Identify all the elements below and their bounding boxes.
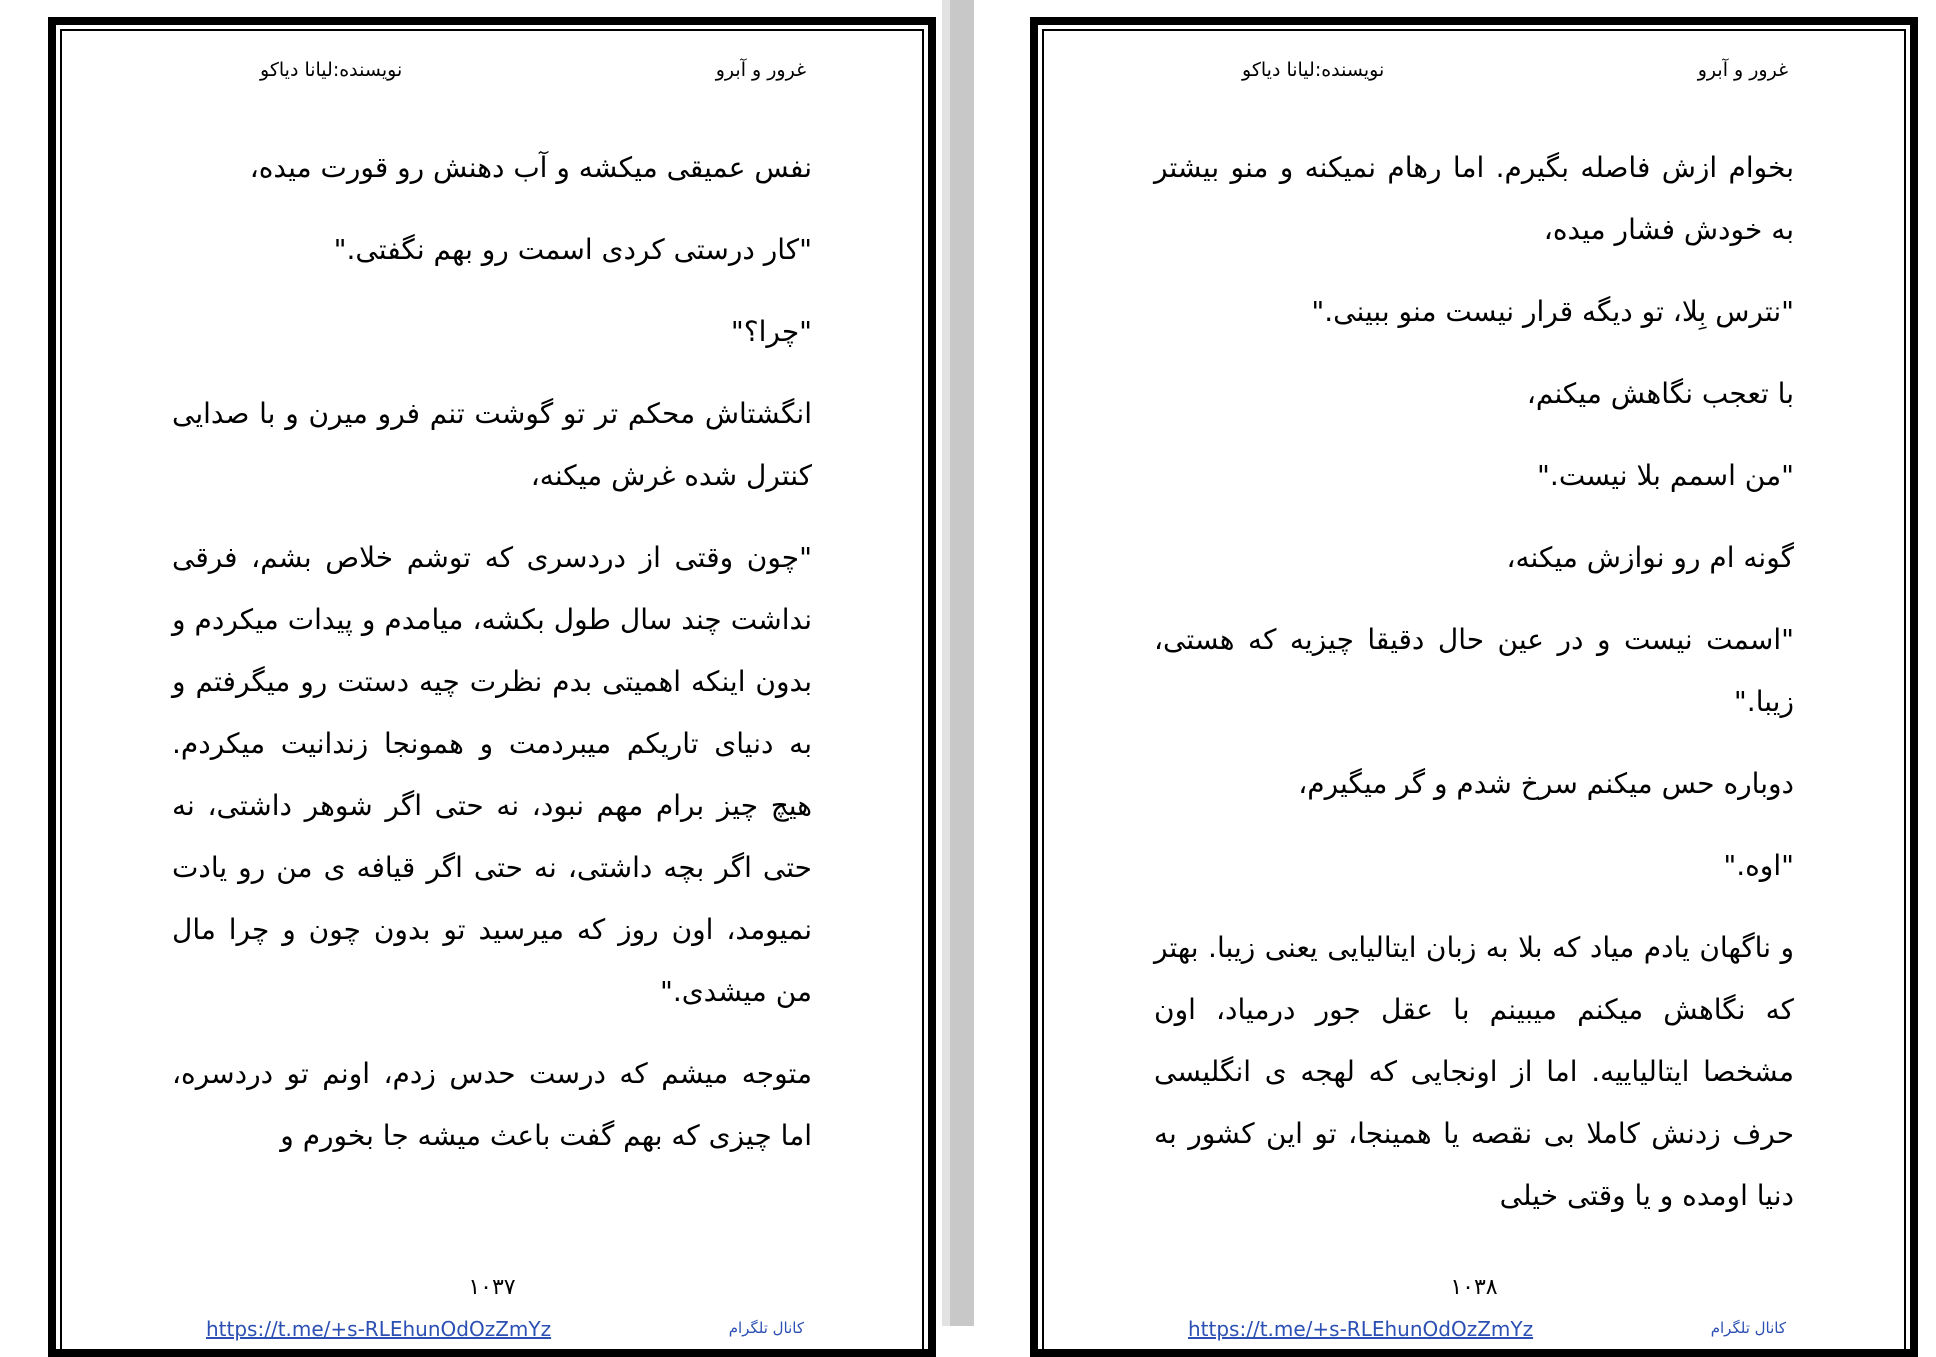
telegram-channel-label: کانال تلگرام: [1710, 1319, 1786, 1337]
paragraph: "اسمت نیست و در عین حال دقیقا چیزیه که هستی، زیبا.": [1154, 623, 1794, 718]
page-gap-shadow: [942, 0, 950, 1326]
page-number: ۱۰۳۷: [468, 1275, 516, 1300]
paragraph: گونه ام رو نوازش میکنه،: [1506, 541, 1794, 574]
paragraph: "نترس بِلا، تو دیگه قرار نیست منو ببینی.": [1311, 295, 1794, 328]
paragraph: بخوام ازش فاصله بگیرم. اما رهام نمیکنه و منو بیشتر به خودش فشار میده،: [1154, 151, 1794, 246]
page-header: [56, 59, 928, 89]
page-body: [172, 137, 812, 1187]
page-body: [1154, 137, 1794, 1247]
paragraph: متوجه میشم که درست حدس زدم، اونم تو دردسره، اما چیزی که بهم گفت باعث میشه جا بخورم و: [172, 1057, 812, 1152]
paragraph: نفس عمیقی میکشه و آب دهنش رو قورت میده،: [249, 151, 812, 184]
paragraph: "اوه.": [1723, 849, 1794, 882]
paragraph: "چون وقتی از دردسری که توشم خلاص بشم، فرقی نداشت چند سال طول بکشه، میامدم و پیدات میکردم و بدون اینکه اهمیتی بدم نظرت چیه دستت رو میگرفتم و به دنیای تاریکم میبردمت و همونجا زندانیت میکردم. هیچ چیز برام مهم نبود، نه حتی اگر شوهر داشتی، نه حتی اگر بچه داشتی، نه حتی اگر قیافه ی من رو یادت نمیومد، اون روز که میرسید تو بدون چون و چرا مال من میشدی.": [172, 541, 812, 1008]
telegram-link[interactable]: https://t.me/+s-RLEhunOdOzZmYz: [206, 1317, 552, 1341]
page-gap: [950, 0, 974, 1326]
header-author: نویسنده:لیانا دیاکو: [1242, 59, 1385, 81]
paragraph: "چرا؟": [730, 315, 812, 348]
paragraph: دوباره حس میکنم سرخ شدم و گر میگیرم،: [1298, 767, 1794, 800]
header-title: غرور و آبرو: [715, 59, 806, 81]
telegram-link[interactable]: https://t.me/+s-RLEhunOdOzZmYz: [1188, 1317, 1534, 1341]
paragraph: با تعجب نگاهش میکنم،: [1526, 377, 1794, 410]
page-header: [1038, 59, 1910, 89]
paragraph: "کار درستی کردی اسمت رو بهم نگفتی.": [333, 233, 812, 266]
page-number: ۱۰۳۸: [1450, 1275, 1498, 1300]
page-footer: [1038, 1317, 1910, 1341]
page-footer: [56, 1317, 928, 1341]
page-1037: [48, 17, 936, 1357]
header-title: غرور و آبرو: [1697, 59, 1788, 81]
paragraph: "من اسمم بلا نیست.": [1537, 459, 1794, 492]
telegram-channel-label: کانال تلگرام: [728, 1319, 804, 1337]
paragraph: و ناگهان یادم میاد که بلا به زبان ایتالیایی یعنی زیبا. بهتر که نگاهش میکنم میبینم با عقل جور درمیاد، اون مشخصا ایتالیاییه. اما از اونجایی که لهجه ی انگلیسی حرف زدنش کاملا بی نقصه یا همینجا، تو این کشور به دنیا اومده و یا وقتی خیلی: [1154, 931, 1794, 1212]
header-author: نویسنده:لیانا دیاکو: [260, 59, 403, 81]
page-1038: [1030, 17, 1918, 1357]
paragraph: انگشتاش محکم تر تو گوشت تنم فرو میرن و با صدایی کنترل شده غرش میکنه،: [172, 397, 812, 492]
